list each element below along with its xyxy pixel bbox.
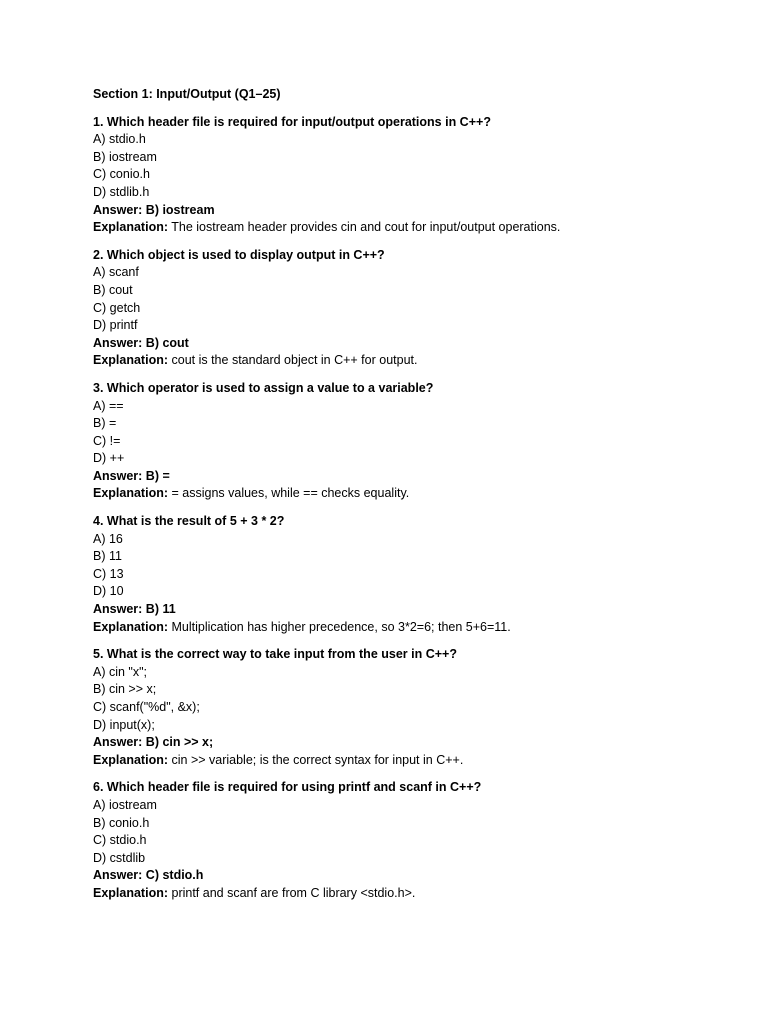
question-text: 5. What is the correct way to take input from the user in C++? (93, 647, 457, 662)
answer: Answer: B) iostream (93, 202, 215, 217)
option-c: C) getch (93, 300, 141, 315)
option-b: B) cin >> x; (93, 682, 157, 697)
question-text: 4. What is the result of 5 + 3 * 2? (93, 514, 285, 529)
explanation-text: cin >> variable; is the correct syntax for input in C++. (168, 752, 464, 767)
option-d: D) cstdlib (93, 850, 146, 865)
option-b: B) cout (93, 282, 133, 297)
option-d: D) 10 (93, 584, 124, 599)
question-text: 2. Which object is used to display output in C++? (93, 247, 385, 262)
question-1 (93, 114, 733, 237)
explanation (93, 485, 733, 503)
explanation-label: Explanation: (93, 486, 169, 501)
question-5 (93, 646, 733, 769)
explanation (93, 752, 733, 770)
explanation-text: printf and scanf are from C library <stdio.h>. (168, 885, 416, 900)
explanation-text: = assigns values, while == checks equality. (168, 486, 410, 501)
question-text: 1. Which header file is required for input/output operations in C++? (93, 114, 491, 129)
option-d: D) stdlib.h (93, 184, 150, 199)
answer: Answer: B) cout (93, 335, 189, 350)
option-a: A) 16 (93, 531, 123, 546)
question-6 (93, 779, 733, 902)
question-text: 3. Which operator is used to assign a value to a variable? (93, 380, 434, 395)
question-4 (93, 513, 733, 636)
option-b: B) conio.h (93, 815, 150, 830)
explanation (93, 352, 733, 370)
answer: Answer: C) stdio.h (93, 868, 204, 883)
option-a: A) cin "x"; (93, 664, 148, 679)
explanation-label: Explanation: (93, 619, 169, 634)
explanation-label: Explanation: (93, 752, 169, 767)
option-c: C) != (93, 433, 121, 448)
option-d: D) printf (93, 318, 138, 333)
option-c: C) scanf("%d", &x); (93, 700, 200, 714)
option-b: B) = (93, 416, 117, 431)
option-a: A) scanf (93, 265, 139, 280)
answer: Answer: B) = (93, 468, 170, 483)
explanation-label: Explanation: (93, 353, 169, 368)
answer: Answer: B) cin >> x; (93, 735, 214, 750)
explanation (93, 619, 733, 637)
option-a: A) stdio.h (93, 132, 146, 147)
explanation-text: cout is the standard object in C++ for output. (168, 353, 418, 368)
option-c: C) 13 (93, 566, 124, 581)
option-a: A) iostream (93, 797, 157, 812)
option-d: D) ++ (93, 451, 125, 466)
question-2 (93, 247, 733, 370)
explanation-label: Explanation: (93, 220, 169, 235)
explanation-label: Explanation: (93, 885, 169, 900)
explanation (93, 885, 733, 903)
option-b: B) iostream (93, 149, 157, 164)
explanation-text: The iostream header provides cin and cout for input/output operations. (168, 220, 561, 235)
question-3 (93, 380, 733, 503)
explanation (93, 219, 733, 237)
explanation-text: Multiplication has higher precedence, so 3*2=6; then 5+6=11. (168, 619, 511, 634)
answer: Answer: B) 11 (93, 602, 176, 617)
option-c: C) conio.h (93, 167, 150, 182)
option-b: B) 11 (93, 549, 122, 564)
question-text: 6. Which header file is required for using printf and scanf in C++? (93, 780, 482, 795)
option-c: C) stdio.h (93, 833, 147, 848)
option-a: A) == (93, 398, 124, 413)
option-d: D) input(x); (93, 717, 155, 732)
document-page (93, 86, 733, 913)
section-title: Section 1: Input/Output (Q1–25) (93, 87, 281, 101)
